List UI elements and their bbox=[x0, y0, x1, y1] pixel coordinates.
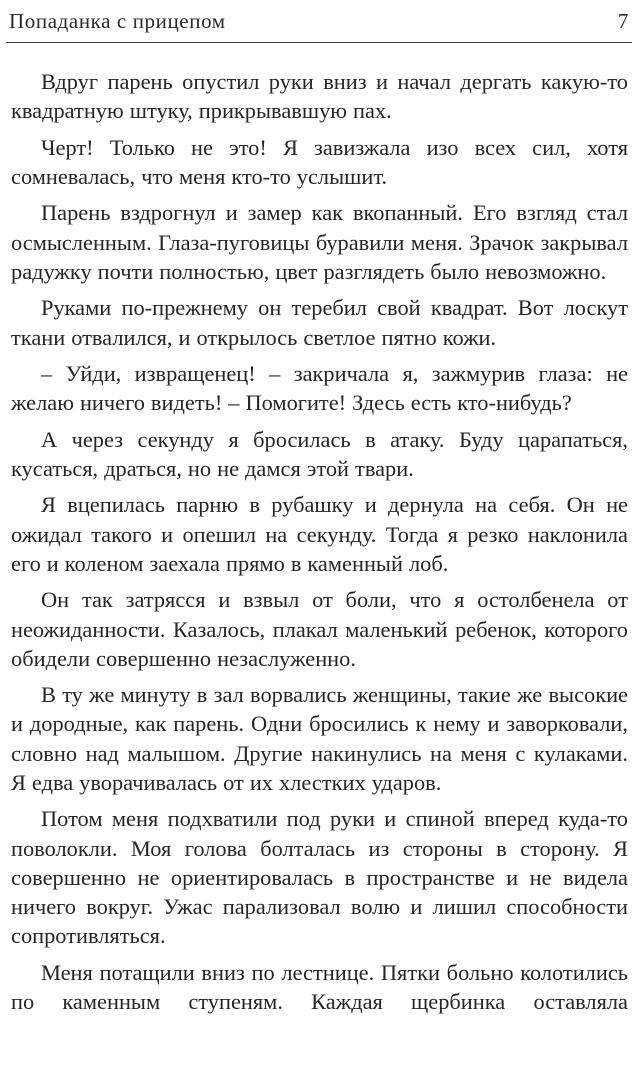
paragraph-1: Вдруг парень опустил руки вниз и начал дергать какую-то квадратную штуку, прикрывавшую пах. bbox=[11, 69, 628, 124]
page-number: 7 bbox=[617, 9, 629, 33]
paragraph-2: Черт! Только не это! Я завизжала изо всех сил, хотя сомневалась, что меня кто-то услышит. bbox=[11, 134, 628, 189]
paragraph-5-dialogue: – Уйди, извращенец! – закричала я, зажмурив глаза: не желаю ничего видеть! – Помогите! Здесь есть кто-нибудь? bbox=[11, 361, 628, 416]
paragraph-8: Он так затрясся и взвыл от боли, что я остолбенела от неожиданности. Казалось, плакал маленький ребенок, которого обидели совершенно незаслуженно. bbox=[11, 587, 628, 671]
paragraph-6: А через секунду я бросилась в атаку. Буду царапаться, кусаться, драться, но не дамся этой твари. bbox=[11, 426, 628, 481]
paragraph-11-continued: Меня потащили вниз по лестнице. Пятки больно колотились по каменным ступеням. Каждая щербинка оставляла bbox=[11, 959, 628, 1014]
text-body bbox=[11, 67, 628, 1016]
running-header bbox=[9, 6, 629, 36]
paragraph-7: Я вцепилась парню в рубашку и дернула на себя. Он не ожидал такого и опешил на секунду. Тогда я резко наклонила его и коленом заехала прямо в каменный лоб. bbox=[11, 492, 628, 576]
paragraph-4: Руками по-прежнему он теребил свой квадрат. Вот лоскут ткани отвалился, и открылось светлое пятно кожи. bbox=[11, 295, 628, 350]
paragraph-9: В ту же минуту в зал ворвались женщины, такие же высокие и дородные, как парень. Одни бросились к нему и заворковали, словно над малышом. Другие накинулись на меня с кулаками. Я едва уворачивалась от их хлестких ударов. bbox=[11, 682, 628, 795]
header-rule bbox=[6, 42, 632, 43]
paragraph-3: Парень вздрогнул и замер как вкопанный. Его взгляд стал осмысленным. Глаза-пуговицы буравили меня. Зрачок закрывал радужку почти полностью, цвет разглядеть было невозможно. bbox=[11, 200, 628, 284]
book-title: Попаданка с прицепом bbox=[9, 9, 226, 33]
paragraph-10: Потом меня подхватили под руки и спиной вперед куда-то поволокли. Моя голова болталась из стороны в сторону. Я совершенно не ориентировалась в пространстве и не видела ничего вокруг. Ужас парализовал волю и лишил способности сопротивляться. bbox=[11, 806, 628, 949]
